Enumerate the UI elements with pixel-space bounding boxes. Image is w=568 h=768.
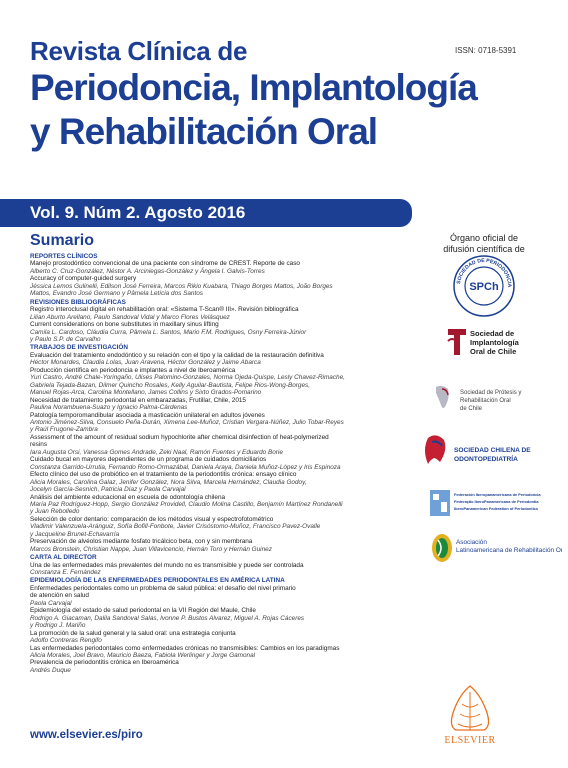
- sumario-heading: Sumario: [30, 232, 95, 249]
- toc-article-title: Preservación de alvéolos mediante fosfato tricálcico beta, con y sin membrana: [30, 538, 253, 546]
- journal-url[interactable]: www.elsevier.es/piro: [30, 729, 143, 741]
- toc-section-heading: TRABAJOS DE INVESTIGACIÓN: [30, 344, 129, 352]
- organo-oficial: [418, 233, 550, 255]
- implant-l2: Implantología: [470, 338, 519, 347]
- alro-l2: Latinoamericana de Rehabilitación Oral: [456, 547, 562, 554]
- toc-authors: Rodrigo A. Giacaman, Dalila Sandoval Salas, Ivonne P. Bustos Alvarez, Miguel A. Rojas Cáceres: [30, 614, 305, 622]
- toc-article-title: Registro interoclusal digital en rehabilitación oral: «Sistema T-Scan® III». Revisión bibliográfica: [30, 306, 299, 314]
- fipp-logo: [430, 488, 558, 518]
- sproch-logo: [432, 383, 552, 423]
- toc-authors: Iara Augusta Orsi, Vanessa Gomes Andrade, Zeki Naal, Ramón Fuentes y Eduardo Borie: [30, 448, 283, 456]
- toc-article-title: Cuidado bucal en mayores dependientes de un programa de cuidados domiciliarios: [30, 456, 267, 464]
- journal-title-line2: Periodoncia, Implantología: [30, 67, 477, 108]
- sproch-l3: de Chile: [460, 406, 483, 412]
- elsevier-logo: [430, 682, 510, 746]
- toc-article-title: Current considerations on bone substitutes in maxillary sinus lifting: [30, 321, 219, 329]
- issn: ISSN: 0718-5391: [455, 46, 517, 55]
- toc-authors: Lilian Aburto Arellano, Paulo Sandoval Vidal y Marco Flores Velásquez: [30, 313, 230, 321]
- odonto-l2: ODONTOPEDIATRÍA: [454, 456, 518, 463]
- odontopediatria-logo: [422, 432, 560, 472]
- odonto-l1: SOCIEDAD CHILENA DE: [454, 447, 531, 454]
- toc-article-title: Epidemiología del estado de salud periodontal en la VII Región del Maule, Chile: [30, 607, 256, 615]
- toc-article-title: de atención en salud: [30, 592, 89, 600]
- toc-authors: Andrés Duque: [30, 666, 71, 674]
- toc-article-title: Selección de color dentario: comparación de los métodos visual y espectrofotométrico: [30, 515, 274, 523]
- alro-l1: Asociación: [456, 539, 487, 546]
- fipp-l1: Federación Iberopanamericana de Periodoncia: [454, 492, 541, 497]
- toc-article-title: Análisis del ambiente educacional en escuela de odontología chilena: [30, 493, 226, 501]
- toc-authors: Constanza E. Fernández: [30, 569, 101, 577]
- toc-authors: y Rodrigo J. Mariño: [30, 622, 86, 630]
- organo-line1: Órgano oficial de: [449, 233, 519, 243]
- sproch-l2: Rehabilitación Oral: [460, 398, 511, 404]
- toc-article-title: Manejo prostodóntico convencional de una paciente con síndrome de CREST. Reporte de caso: [30, 260, 300, 268]
- toc-article-title: Las enfermedades periodontales como enfermedades crónicas no transmisibles: Cambios en los paradigmas: [30, 644, 340, 652]
- toc-authors: Antonio Jiménez-Silva, Consuelo Peña-Durán, Ximena Lee-Muñoz, Cristian Vergara-Núñez, Julio Tobar-Reyes: [30, 418, 344, 426]
- toc-authors: Jocelyn García-Sesnich, Patricia Díaz y Paola Carvajal: [30, 486, 186, 494]
- toc-section-heading: CARTA AL DIRECTOR: [30, 554, 97, 562]
- sochpi-mark: SPCh: [469, 281, 499, 293]
- toc-article-title: Una de las enfermedades más prevalentes del mundo no es transmisible y puede ser controlada: [30, 561, 304, 569]
- toc-authors: y Juan Rebolledo: [30, 508, 80, 516]
- toc-authors: María Paz Rodríguez-Hopp, Sergio González Providell, Claudio Molina Castillo, Benjamín Martínez Rondanelli: [30, 500, 343, 508]
- toc-section-heading: EPIDEMIOLOGÍA DE LAS ENFERMEDADES PERIODONTALES EN AMÉRICA LATINA: [30, 577, 285, 585]
- fipp-l3: IberoPanamerican Federation of Periodontics: [454, 506, 539, 511]
- toc-section-heading: REPORTES CLÍNICOS: [30, 253, 98, 260]
- toc-authors: Camila L. Cardoso, Cláudia Curra, Pâmela L. Santos, Mario F.M. Rodrigues, Osny Ferreira-Júnior: [30, 328, 307, 336]
- toc-authors: Jéssica Lemos Gulinelli, Edilson José Ferreira, Marcos Rikio Kuabara, Thiago Borges Mattos, João Borges: [30, 282, 333, 290]
- alro-logo: [430, 530, 562, 566]
- sochpi-ring-text: SOCIEDAD DE PERIODONCIA: [456, 257, 513, 288]
- toc-authors: Mattos, Evandro José Germano y Pâmela Letícia dos Santos: [30, 290, 203, 298]
- toc-authors: Gabriela Tejada-Bazan, Dilmer Quincho Rosales, Kelly Aguilar-Bautista, Felipe Rios-Wong-Borges,: [30, 381, 311, 389]
- toc-article-title: Prevalencia de periodontitis crónica en Iberoamérica: [30, 659, 179, 667]
- elsevier-wordmark: ELSEVIER: [444, 735, 496, 746]
- volume-banner: Vol. 9. Núm 2. Agosto 2016: [0, 199, 412, 227]
- toc-authors: y Raúl Frugone-Zambra: [30, 426, 98, 434]
- toc-authors: Paulina Norambuena-Suazo y Ignacio Palma-Cárdenas: [30, 404, 188, 412]
- toc-article-title: Producción científica en periodoncia e implantes a nivel de Iberoamérica: [30, 366, 236, 374]
- toc-authors: Vladimir Valenzuela-Aránguiz, Sofía Bofill-Fonbote, Javier Crisóstomo-Muñoz, Francisco Pavez-Ovalle: [30, 523, 321, 531]
- implant-l3: Oral de Chile: [470, 347, 517, 356]
- toc-authors: Adolfo Contreras Rengifo: [30, 637, 102, 645]
- toc-authors: Paola Carvajal: [30, 599, 72, 607]
- toc-article-title: Necesidad de tratamiento periodontal en embarazadas, Frutillar, Chile, 2015: [30, 396, 246, 404]
- toc-authors: Marcos Bronstein, Christian Nappe, Juan Villavicencio, Hernán Toro y Hernán Guinez: [30, 545, 272, 553]
- toc-article-title: Accuracy of computer-guided surgery: [30, 275, 137, 283]
- toc-authors: y Jacqueline Brunet-Echavarría: [30, 530, 120, 538]
- organo-line2: difusión científica de: [443, 244, 525, 254]
- toc-article-title: Patología temporomandibular asociada a masticación unilateral en adultos jóvenes: [30, 411, 265, 419]
- toc-article-title: Efecto clínico del uso de probiótico en el tratamiento de la periodontitis crónica: ensayo clínico: [30, 471, 297, 479]
- journal-title-line3: y Rehabilitación Oral: [30, 111, 378, 152]
- toc-authors: Constanza Garrido-Urrutia, Fernando Romo-Ormazábal, Daniela Araya, Daniela Muñoz-López y Iris Espinoza: [30, 463, 341, 471]
- sproch-l1: Sociedad de Prótesis y: [460, 390, 522, 396]
- toc-authors: Manuel Rojas-Arca, Carolina Montellano, James Collins y Sixto Grados-Pomarino: [30, 389, 262, 397]
- toc-article-title: Evaluación del tratamiento endodóntico y su relación con el tipo y la calidad de la restauración definitiva: [30, 351, 324, 359]
- toc-article-title: Assessment of the amount of residual sodium hypochlorite after chemical disinfection of heat-polymerized: [30, 433, 329, 441]
- journal-title: [30, 36, 477, 154]
- toc-article-title: La promoción de la salud general y la salud oral: una estrategia conjunta: [30, 629, 236, 637]
- toc-article-title: Enfermedades periodontales como un problema de salud pública: el desafío del nivel primario: [30, 584, 296, 592]
- toc-authors: y Paulo S.P. de Carvalho: [30, 335, 101, 343]
- table-of-contents: [30, 252, 410, 674]
- toc-authors: Yuri Castro, André Chale-Yoringaño, Ulises Palomino-Gonzales, Norma Ojeda-Quispe, Lesly Chavez-Rimache,: [30, 374, 345, 382]
- implant-logo: [444, 323, 554, 363]
- toc-section-heading: REVISIONES BIBLIOGRÁFICAS: [30, 298, 126, 306]
- toc-authors: Alicia Morales, Carolina Galaz, Jenifer González, Nora Silva, Marcela Hernández, Claudia Godoy,: [30, 478, 307, 486]
- toc-authors: Alberto C. Cruz-González, Néstor A. Arciniegas-González y Ángela I. Galvis-Torres: [30, 267, 265, 275]
- implant-l1: Sociedad de: [470, 329, 515, 338]
- toc-authors: Alicia Morales, Joel Bravo, Mauricio Baeza, Fabiola Werlinger y Jorge Gamonal: [30, 652, 256, 660]
- fipp-l2: Federação IberoPanamericana de Periodontia: [454, 499, 539, 504]
- toc-authors: Héctor Monardes, Claudia Lolas, Juan Aravena, Héctor González y Jaime Abarca: [30, 359, 261, 367]
- sochpi-logo: [452, 254, 516, 318]
- journal-title-line1: Revista Clínica de: [30, 36, 248, 66]
- toc-article-title: resins: [30, 441, 48, 449]
